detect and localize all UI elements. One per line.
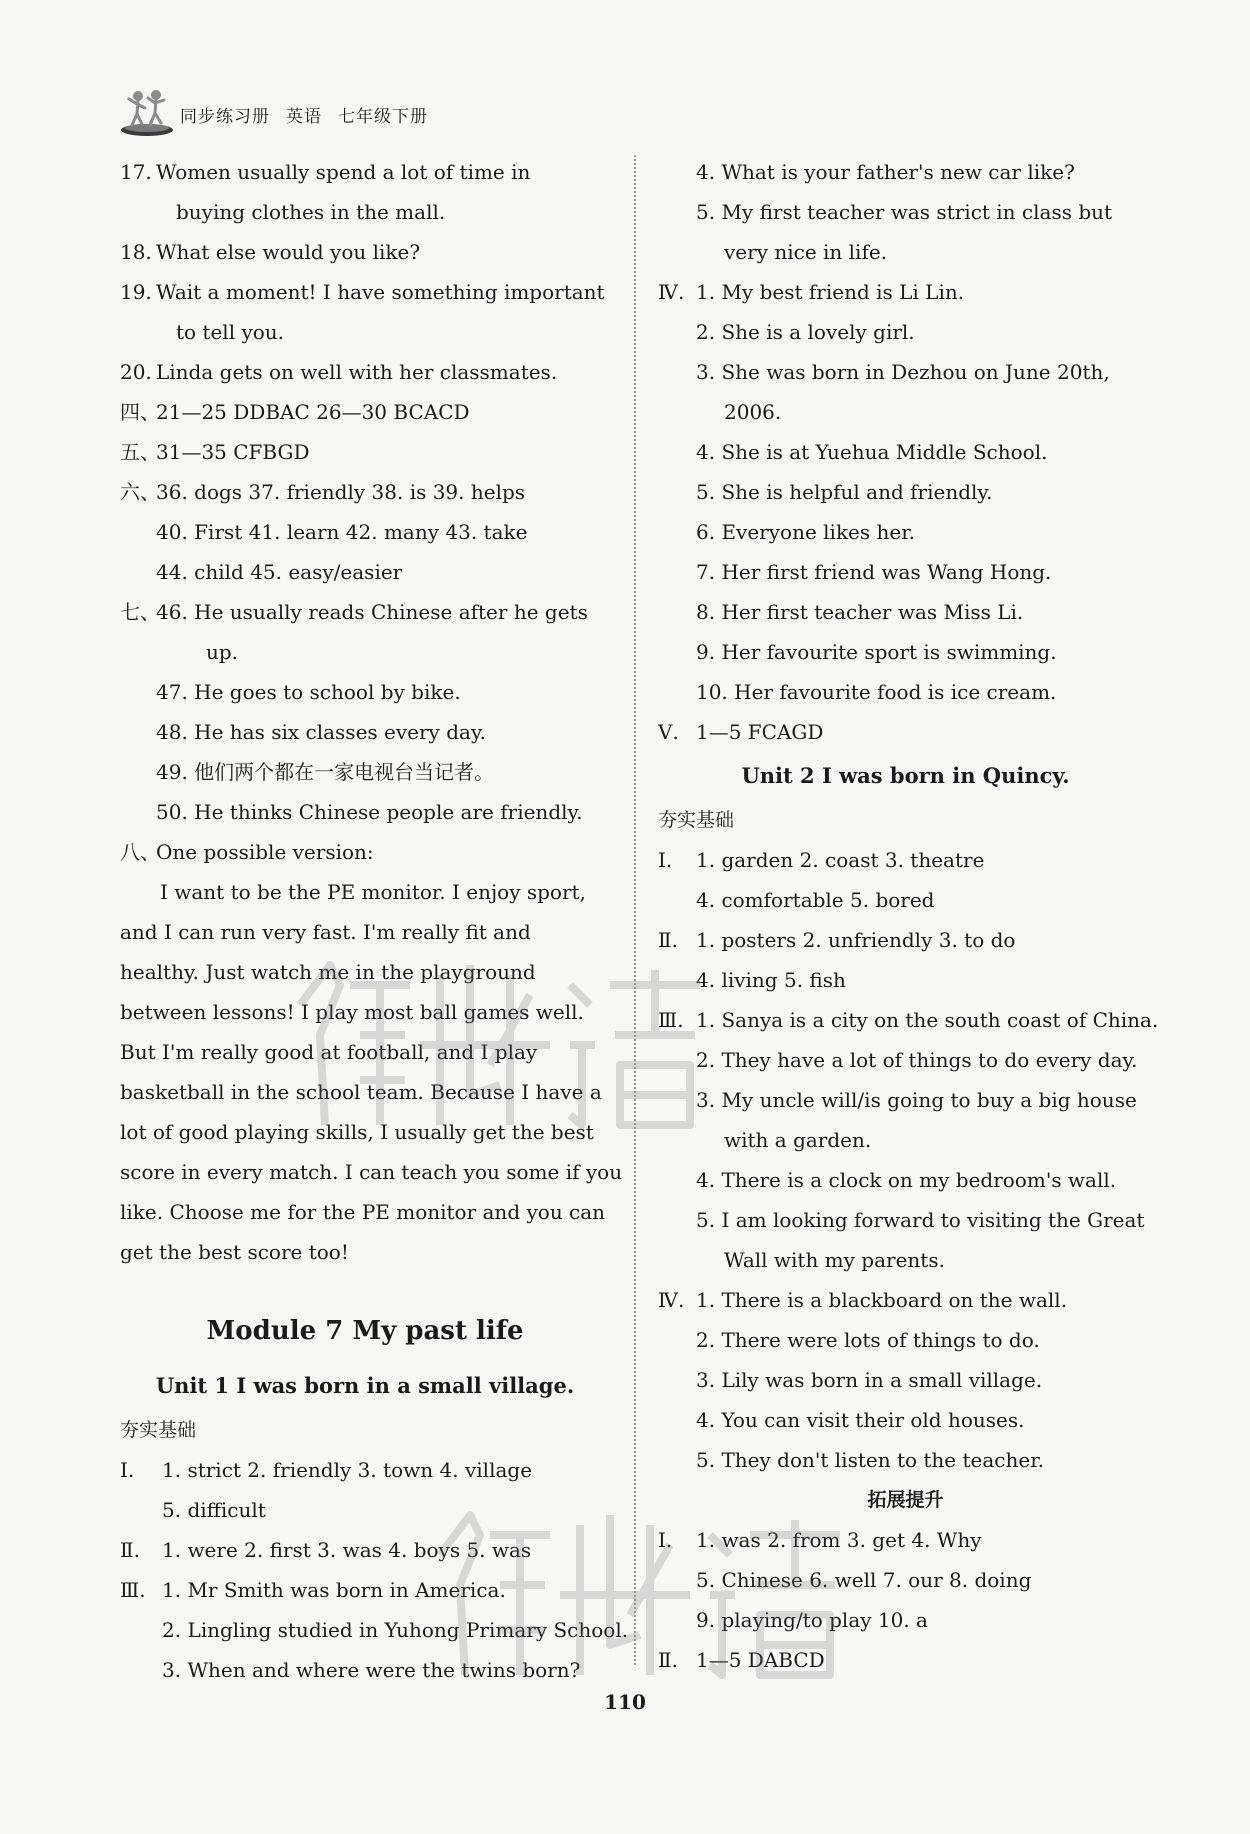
essay-text: lot of good playing skills, I usually get the best bbox=[120, 1120, 594, 1144]
answer-text: 8. Her first teacher was Miss Li. bbox=[696, 600, 1024, 624]
essay-text: and I can run very fast. I'm really fit and bbox=[120, 920, 531, 944]
answer-text: very nice in life. bbox=[724, 240, 888, 264]
answer-text: Women usually spend a lot of time in bbox=[156, 160, 531, 184]
answer-line bbox=[658, 1560, 1153, 1600]
answer-text: 4. What is your father's new car like? bbox=[696, 160, 1075, 184]
answer-line bbox=[658, 1640, 1153, 1680]
answer-line bbox=[120, 792, 610, 832]
answer-line bbox=[120, 832, 610, 872]
answer-text: 5. My first teacher was strict in class but bbox=[696, 200, 1113, 224]
essay-line bbox=[120, 1152, 623, 1192]
answer-text: 1. There is a blackboard on the wall. bbox=[696, 1288, 1068, 1312]
answer-line bbox=[658, 1080, 1153, 1120]
answer-text: 1. strict 2. friendly 3. town 4. village bbox=[162, 1458, 533, 1482]
answer-text: 2. She is a lovely girl. bbox=[696, 320, 915, 344]
answer-line bbox=[658, 1600, 1153, 1640]
answer-line bbox=[120, 632, 610, 672]
answer-line bbox=[120, 752, 610, 792]
answer-text: 48. He has six classes every day. bbox=[156, 720, 486, 744]
answer-text: 44. child 45. easy/easier bbox=[156, 560, 403, 584]
answer-line bbox=[658, 1360, 1153, 1400]
answer-line bbox=[120, 592, 610, 632]
answer-line bbox=[120, 1450, 610, 1490]
answer-line bbox=[658, 1240, 1153, 1280]
section-marker: 六、 bbox=[120, 480, 160, 504]
answer-line bbox=[120, 352, 610, 392]
essay-line bbox=[120, 872, 610, 912]
answer-line bbox=[120, 1610, 629, 1650]
essay-text: like. Choose me for the PE monitor and you can bbox=[120, 1200, 606, 1224]
section-marker: Ⅲ. bbox=[658, 1008, 684, 1032]
header-subject: 英语 bbox=[286, 107, 322, 127]
answer-line bbox=[658, 1000, 1159, 1040]
answer-line bbox=[658, 1400, 1153, 1440]
answer-line bbox=[658, 1440, 1153, 1480]
page-number: 110 bbox=[604, 1690, 646, 1714]
answer-line bbox=[120, 272, 610, 312]
essay-line bbox=[120, 952, 610, 992]
answer-text: 10. Her favourite food is ice cream. bbox=[696, 680, 1057, 704]
answer-line bbox=[658, 352, 1153, 392]
answer-text: 2. Lingling studied in Yuhong Primary School. bbox=[162, 1618, 629, 1642]
answer-text: 1. were 2. first 3. was 4. boys 5. was bbox=[162, 1538, 532, 1562]
answer-text: up. bbox=[206, 640, 239, 664]
answer-text: One possible version: bbox=[156, 840, 374, 864]
answer-text: 5. She is helpful and friendly. bbox=[696, 480, 993, 504]
answer-text: 1—5 DABCD bbox=[696, 1648, 825, 1672]
answer-text: 4. comfortable 5. bored bbox=[696, 888, 935, 912]
answer-line bbox=[120, 472, 610, 512]
essay-text: But I'm really good at football, and I play bbox=[120, 1040, 538, 1064]
section-marker: Ⅱ. bbox=[658, 928, 678, 952]
unit-title: Unit 2 I was born in Quincy. bbox=[741, 763, 1070, 788]
right-column bbox=[658, 152, 1159, 1680]
answer-line bbox=[658, 312, 1153, 352]
essay-line bbox=[120, 1192, 610, 1232]
answer-line bbox=[658, 1200, 1153, 1240]
essay-text: I want to be the PE monitor. I enjoy sport, bbox=[160, 880, 586, 904]
section-marker: 20. bbox=[120, 360, 152, 384]
answer-line bbox=[658, 712, 1153, 752]
answer-line bbox=[120, 312, 610, 352]
answer-line bbox=[658, 840, 1153, 880]
essay-line bbox=[120, 1112, 610, 1152]
answer-text: 4. There is a clock on my bedroom's wall. bbox=[696, 1168, 1117, 1192]
section-marker: Ⅲ. bbox=[120, 1578, 146, 1602]
answer-line bbox=[658, 1320, 1153, 1360]
essay-text: basketball in the school team. Because I have a bbox=[120, 1080, 602, 1104]
answer-line bbox=[658, 192, 1153, 232]
answer-line bbox=[120, 192, 610, 232]
answer-line bbox=[658, 1120, 1153, 1160]
answer-line bbox=[120, 152, 610, 192]
answer-line bbox=[120, 1530, 610, 1570]
answer-text: Linda gets on well with her classmates. bbox=[156, 360, 558, 384]
answer-text: 3. My uncle will/is going to buy a big house bbox=[696, 1088, 1137, 1112]
answer-text: 3. Lily was born in a small village. bbox=[696, 1368, 1043, 1392]
answer-line bbox=[120, 552, 610, 592]
essay-text: between lessons! I play most ball games well. bbox=[120, 1000, 584, 1024]
answer-line bbox=[658, 880, 1153, 920]
essay-line bbox=[120, 1232, 610, 1272]
answer-line bbox=[120, 432, 610, 472]
section-marker: Ⅰ. bbox=[120, 1458, 135, 1482]
answer-text: 3. When and where were the twins born? bbox=[162, 1658, 581, 1682]
answer-text: 1—5 FCAGD bbox=[696, 720, 824, 744]
section-heading: 夯实基础 bbox=[120, 1419, 197, 1441]
section-marker: 18. bbox=[120, 240, 152, 264]
answer-text: 5. They don't listen to the teacher. bbox=[696, 1448, 1044, 1472]
answer-line bbox=[658, 920, 1153, 960]
answer-line bbox=[658, 512, 1153, 552]
answer-text: 4. You can visit their old houses. bbox=[696, 1408, 1025, 1432]
answer-text: buying clothes in the mall. bbox=[176, 200, 446, 224]
answer-text: 3. She was born in Dezhou on June 20th, bbox=[696, 360, 1110, 384]
section-marker: 四、 bbox=[120, 400, 160, 424]
answer-text: with a garden. bbox=[724, 1128, 872, 1152]
answer-line bbox=[658, 152, 1153, 192]
answer-text: 31—35 CFBGD bbox=[156, 440, 310, 464]
answer-text: 5. I am looking forward to visiting the Great bbox=[696, 1208, 1145, 1232]
answer-line bbox=[120, 1490, 610, 1530]
essay-text: score in every match. I can teach you some if you bbox=[120, 1160, 623, 1184]
answer-line bbox=[658, 632, 1153, 672]
answer-line bbox=[120, 512, 610, 552]
answer-text: 5. Chinese 6. well 7. our 8. doing bbox=[696, 1568, 1032, 1592]
answer-line bbox=[658, 672, 1153, 712]
answer-text: 1. Mr Smith was born in America. bbox=[162, 1578, 506, 1602]
essay-line bbox=[120, 1072, 610, 1112]
answer-line bbox=[658, 272, 1153, 312]
module-title: Module 7 My past life bbox=[206, 1316, 524, 1346]
section-marker: Ⅱ. bbox=[120, 1538, 140, 1562]
answer-text: 6. Everyone likes her. bbox=[696, 520, 915, 544]
answer-line bbox=[120, 672, 610, 712]
header-book: 同步练习册 bbox=[180, 107, 270, 127]
section-marker: 七、 bbox=[120, 600, 160, 624]
section-marker: Ⅱ. bbox=[658, 1648, 678, 1672]
left-column bbox=[120, 152, 629, 1690]
page-header bbox=[118, 88, 1138, 138]
section-marker: Ⅰ. bbox=[658, 1528, 673, 1552]
answer-text: 2006. bbox=[724, 400, 782, 424]
answer-text: 5. difficult bbox=[162, 1498, 266, 1522]
answer-line bbox=[658, 960, 1153, 1000]
answer-line bbox=[120, 1570, 610, 1610]
answer-text: 47. He goes to school by bike. bbox=[156, 680, 461, 704]
answer-text: 9. playing/to play 10. a bbox=[696, 1608, 928, 1632]
answer-text: 21—25 DDBAC 26—30 BCACD bbox=[156, 400, 470, 424]
answer-line bbox=[658, 392, 1153, 432]
runners-logo-icon bbox=[118, 88, 176, 138]
unit-title: Unit 1 I was born in a small village. bbox=[155, 1373, 575, 1398]
answer-text: 2. They have a lot of things to do every day. bbox=[696, 1048, 1138, 1072]
answer-line bbox=[120, 1650, 610, 1690]
answer-line bbox=[658, 1040, 1153, 1080]
answer-text: 1. My best friend is Li Lin. bbox=[696, 280, 965, 304]
answer-text: 1. posters 2. unfriendly 3. to do bbox=[696, 928, 1016, 952]
section-marker: Ⅳ. bbox=[658, 1288, 685, 1312]
section-marker: 17. bbox=[120, 160, 152, 184]
answer-text: 1. garden 2. coast 3. theatre bbox=[696, 848, 985, 872]
answer-line bbox=[658, 472, 1153, 512]
answer-text: Wait a moment! I have something important bbox=[156, 280, 605, 304]
answer-text: 1. Sanya is a city on the south coast of China. bbox=[696, 1008, 1159, 1032]
answer-text: Wall with my parents. bbox=[724, 1248, 945, 1272]
section-marker: 八、 bbox=[120, 840, 160, 864]
answer-text: What else would you like? bbox=[156, 240, 421, 264]
answer-text: to tell you. bbox=[176, 320, 285, 344]
section-marker: 19. bbox=[120, 280, 152, 304]
answer-text: 1. was 2. from 3. get 4. Why bbox=[696, 1528, 982, 1552]
answer-line bbox=[658, 1280, 1153, 1320]
essay-text: healthy. Just watch me in the playground bbox=[120, 960, 536, 984]
answer-text: 49. 他们两个都在一家电视台当记者。 bbox=[156, 760, 495, 784]
answer-line bbox=[120, 232, 610, 272]
essay-line bbox=[120, 992, 610, 1032]
answer-text: 2. There were lots of things to do. bbox=[696, 1328, 1040, 1352]
answer-text: 40. First 41. learn 42. many 43. take bbox=[156, 520, 528, 544]
section-marker: Ⅰ. bbox=[658, 848, 673, 872]
section-marker: 五、 bbox=[120, 440, 160, 464]
essay-line bbox=[120, 912, 610, 952]
header-text bbox=[180, 102, 444, 127]
section-marker: Ⅴ. bbox=[658, 720, 679, 744]
answer-line bbox=[658, 1520, 1153, 1560]
answer-line bbox=[658, 592, 1153, 632]
answer-text: 7. Her first friend was Wang Hong. bbox=[696, 560, 1052, 584]
answer-text: 50. He thinks Chinese people are friendly. bbox=[156, 800, 583, 824]
answer-text: 4. living 5. fish bbox=[696, 968, 846, 992]
answer-line bbox=[658, 1160, 1153, 1200]
section-marker: Ⅳ. bbox=[658, 280, 685, 304]
answer-text: 46. He usually reads Chinese after he gets bbox=[156, 600, 588, 624]
answer-text: 4. She is at Yuehua Middle School. bbox=[696, 440, 1048, 464]
answer-line bbox=[120, 392, 610, 432]
answer-text: 36. dogs 37. friendly 38. is 39. helps bbox=[156, 480, 526, 504]
column-divider bbox=[634, 155, 636, 1665]
essay-line bbox=[120, 1032, 610, 1072]
answer-line bbox=[120, 712, 610, 752]
section-heading: 拓展提升 bbox=[867, 1489, 944, 1511]
answer-line bbox=[658, 552, 1153, 592]
section-heading: 夯实基础 bbox=[658, 809, 735, 831]
answer-line bbox=[658, 232, 1153, 272]
answer-line bbox=[658, 432, 1153, 472]
answer-text: 9. Her favourite sport is swimming. bbox=[696, 640, 1057, 664]
header-grade: 七年级下册 bbox=[338, 107, 428, 127]
essay-text: get the best score too! bbox=[120, 1240, 349, 1264]
